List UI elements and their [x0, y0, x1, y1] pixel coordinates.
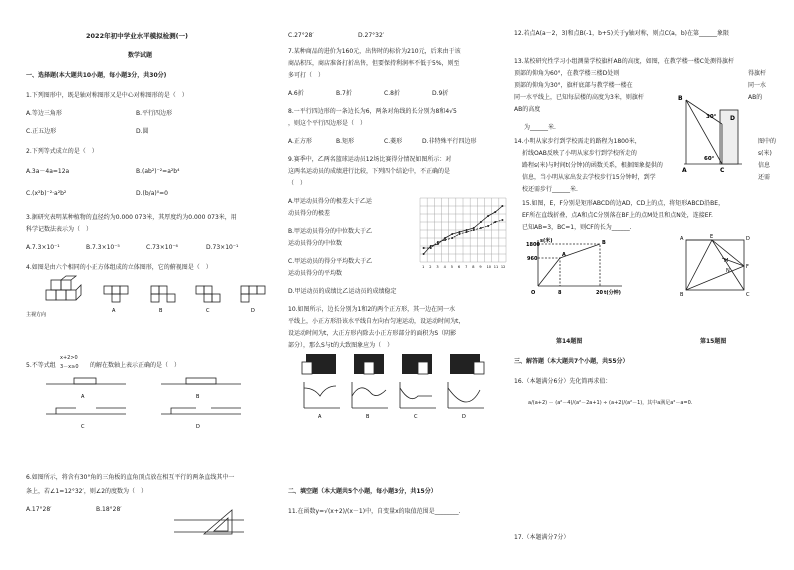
q2-option-b: B.(ab²)⁻²=a²b⁴ [136, 168, 180, 175]
section1-heading: 一、选择题(本大题共10小题，每小题3分，共30分) [26, 72, 167, 79]
q16-text: 16.（本题满分6分）先化简再求值： [514, 378, 612, 385]
q9-option-b2: 运动员得分的中位数 [288, 240, 343, 247]
q14-figure [526, 236, 626, 296]
q5-number-lines [26, 374, 276, 434]
q9-data-point [480, 221, 482, 223]
q3-option-a: A.7.3×10⁻¹ [26, 244, 60, 251]
q9-data-point [501, 219, 503, 221]
q10-figures [298, 352, 498, 422]
q13-line3: 顶部的仰角为30°，旗杆底部与教学楼一楼在 [514, 82, 633, 89]
q4-direction-label: 主视方向 [26, 312, 47, 318]
q9-tick-label: 8 [472, 265, 475, 269]
q4-option-a: A [112, 308, 116, 314]
q1-stem: 1.下列图形中，既是轴对称图形又是中心对称图形的是（ ） [26, 92, 188, 99]
q9-tick-label: 9 [479, 265, 482, 269]
q9-line1: 9.赛季中，乙两名篮球运动员12场比赛得分情况如图所示：对 [288, 156, 452, 163]
q3-line1: 3.据研究表明某种植物的直径约为0.000 073米，其厚度约为0.000 073米，用 [26, 214, 237, 221]
q9-option-a2: 动员得分的极差 [288, 210, 331, 217]
fig15-caption: 第15题图 [700, 338, 727, 345]
q8-option-c: C.菱形 [384, 138, 403, 145]
q13-label-d: D [730, 115, 735, 122]
q9-option-d: D.甲运动员的成绩比乙运动员的成绩稳定 [288, 288, 397, 295]
q13-label-60: 60° [704, 156, 715, 162]
q9-option-b1: B.甲运动员得分的中位数大于乙 [288, 228, 373, 235]
q8-line1: 8.一平行四边形的一条边长为6，两条对角线的长分别为8和4√5 [288, 108, 457, 115]
q16-expression: a/(a+2) － (a²－4)/(a²－2a+1) ÷ (a+2)/(a²－1)，其中a满足a²－a=0. [528, 400, 693, 406]
q1-option-d: D.圆 [136, 128, 149, 135]
q15-label-b: B [680, 292, 684, 298]
section3-heading: 三、解答题（本大题共7个小题，共55分） [514, 358, 629, 365]
fig14-caption: 第14题图 [556, 338, 583, 345]
q14-right3: 信息 [758, 162, 771, 169]
section2-heading: 二、填空题（本大题共5个小题，每小题3分，共15分） [288, 488, 437, 495]
q9-data-point [444, 237, 446, 239]
q9-tick-label: 7 [465, 265, 468, 269]
q9-data-point [437, 241, 439, 243]
q14-line3: 路程s(米)与时间t(分钟)的函数关系，根据图象提供的 [522, 162, 663, 169]
q14-right1: 图中的 [758, 138, 777, 145]
q9-option-c1: C.甲运动员的得分平均数大于乙 [288, 258, 373, 265]
q9-data-point [466, 231, 468, 233]
q5-stem-tail: 的解在数轴上表示正确的是（ ） [90, 362, 181, 369]
q13-right1: 得旗杆 [748, 70, 767, 77]
q6-option-c: C.27°28′ [288, 32, 314, 39]
q9-tick-label: 2 [429, 265, 432, 269]
q13-right3: AB的 [748, 94, 763, 101]
q4-option-b: B [159, 308, 163, 314]
q9-tick-label: 12 [500, 265, 506, 269]
q9-data-point [451, 237, 453, 239]
q10-option-c: C [414, 414, 418, 420]
q7-line1: 7.某种商品的进价为160元，出售时的标价为210元，后来由于该 [288, 48, 461, 55]
q14-right2: s(米) [758, 150, 772, 157]
q9-data-point [487, 225, 489, 227]
q12-text: 12.若点A(a－2，3)和点B(-1，b+5)关于y轴对称，则点C(a，b)在第______象限 [514, 30, 729, 37]
q14-line5: 校还需步行______米. [522, 186, 578, 193]
q9-tick-label: 1 [422, 265, 425, 269]
q9-data-point [451, 233, 453, 235]
q15-label-d: D [746, 236, 750, 242]
q15-label-e: E [710, 234, 714, 240]
q9-data-point [437, 243, 439, 245]
q2-option-c: C.(x²b)⁻²·a²b² [26, 190, 67, 197]
q6-option-b: B.18°28′ [96, 506, 122, 513]
q10-line2: 平线上，小正方形沿该水平线自左向右匀速运动，设运动时间为t， [288, 318, 465, 325]
column-middle [288, 0, 508, 570]
q5-stem: 5.不等式组 [26, 362, 56, 369]
q9-data-point [466, 229, 468, 231]
q9-data-point [444, 239, 446, 241]
q8-option-b: B.矩形 [336, 138, 355, 145]
q9-data-point [430, 245, 432, 247]
q7-line3: 多可打（ ） [288, 72, 325, 79]
q9-option-a1: A.甲运动员得分的极差大于乙运 [288, 198, 372, 205]
q9-data-point [473, 227, 475, 229]
q1-option-c: C.正五边形 [26, 128, 57, 135]
q10-line1: 10.如图所示，边长分别为1和2的两个正方形，其一边在同一水 [288, 306, 456, 313]
page-title: 2022年初中学业水平模拟检测(一) [86, 32, 189, 40]
q7-line2: 商品积压，商店准备打折出售，但要保持利润率不低于5%，则至 [288, 60, 460, 67]
q13-right2: 同一水 [748, 82, 767, 89]
q15-figure [676, 232, 756, 298]
q4-option-d: D [251, 308, 255, 314]
q10-option-a: A [318, 414, 322, 420]
q13-line2: 顶部的仰角为60°，在教学楼三楼D处则 [514, 70, 620, 77]
q10-line4: 部分），那么S与t的大致图象应为（ ） [288, 342, 394, 349]
q9-tick-label: 3 [436, 265, 439, 269]
q8-option-a: A.正方形 [288, 138, 312, 145]
q3-option-d: D.73×10⁻¹ [206, 244, 239, 251]
q2-option-d: D.(b/a)⁰=0 [136, 190, 168, 197]
q14-y1800: 1800 [526, 242, 540, 248]
q5-option-d: D [196, 424, 200, 430]
q14-y960: 960 [527, 256, 538, 262]
q15-label-a: A [680, 236, 684, 242]
q13-line6: 为______米. [524, 124, 556, 131]
q10-option-d: D [462, 414, 466, 420]
q9-data-point [430, 247, 432, 249]
q9-data-point [458, 233, 460, 235]
q15-label-n: N [726, 268, 730, 274]
q7-option-d: D.9折 [432, 90, 449, 97]
q14-right4: 还需 [758, 174, 771, 181]
q13-label-b: B [678, 95, 683, 102]
q3-option-b: B.7.3×10⁻⁵ [86, 244, 120, 251]
q2-option-a: A.3a－4a=12a [26, 168, 70, 175]
q10-option-b: B [366, 414, 370, 420]
q14-line2: 折线OAB反映了小明从家步行到学校所走的 [522, 150, 637, 157]
q5-option-b: B [196, 394, 200, 400]
q9-data-point [480, 227, 482, 229]
q5-system-1: x+2>0 [60, 355, 78, 361]
q9-data-point [423, 247, 425, 249]
q9-data-point [458, 231, 460, 233]
q15-label-m: M [724, 258, 729, 264]
q6-line2: 条上，若∠1=12°32′，则∠2的度数为（ ） [26, 488, 148, 495]
q1-option-a: A.等边三角形 [26, 110, 62, 117]
q14-x20: 20 [596, 290, 603, 296]
q3-line2: 科学记数法表示为（ ） [26, 226, 93, 233]
q14-point-b: B [602, 240, 606, 246]
q5-option-c: C [81, 424, 85, 430]
q7-option-b: B.7折 [336, 90, 352, 97]
page-subtitle: 数学试题 [128, 52, 153, 59]
q9-data-point [494, 221, 496, 223]
q13-figure [676, 70, 746, 174]
column-left [26, 0, 276, 570]
q9-data-point [501, 205, 503, 207]
q14-line4: 信息，当小明从家出发去学校步行15分钟时，到学 [522, 174, 656, 181]
q9-tick-label: 10 [486, 265, 492, 269]
q10-line3: 设运动时间为t，大正方形内除去小正方形部分的面积为S（阴影 [288, 330, 457, 337]
q15-line2: EF所在直线折叠，点A和点C分别落在BF上的点M处且和点N处，连接EF. [522, 212, 713, 219]
q9-data-point [423, 253, 425, 255]
q9-tick-label: 11 [493, 265, 499, 269]
q7-option-a: A.6折 [288, 90, 304, 97]
q6-option-d: D.27°32′ [358, 32, 385, 39]
q8-option-d: D.非特殊平行四边形 [422, 138, 477, 145]
q15-label-c: C [746, 292, 750, 298]
q13-label-30: 30° [706, 114, 717, 120]
q15-line1: 15.如图，E，F分别是矩形ABCD的边AD，CD上的点，将矩形ABCD沿BE， [522, 200, 725, 207]
q9-tick-label: 4 [443, 265, 446, 269]
q14-line1: 14.小明从家步行到学校需走的路程为1800米， [514, 138, 641, 145]
q13-line1: 13.某校研究性学习小组测量学校旗杆AB的高度，如图，在教学楼一楼C处测得旗杆 [514, 58, 734, 65]
q5-option-a: A [81, 394, 85, 400]
q6-option-a: A.17°28′ [26, 506, 52, 513]
q6-line1: 6.如图所示，将含有30°角的三角板的直角顶点放在相互平行的两条直线其中一 [26, 474, 235, 481]
q9-line-chart [418, 196, 508, 272]
q3-option-c: C.73×10⁻⁶ [146, 244, 178, 251]
q9-option-c2: 运动员得分的平均数 [288, 270, 343, 277]
q9-line2: 这两名运动员的成绩进行比较，下列四个结论中，不正确的是 [288, 168, 451, 175]
q14-point-a: A [562, 252, 566, 258]
q13-label-a: A [682, 167, 687, 174]
q14-axis-x: t(分钟) [604, 290, 621, 296]
q9-data-point [494, 211, 496, 213]
q13-label-c: C [720, 167, 725, 174]
column-right [514, 0, 780, 570]
q4-figure [26, 276, 276, 320]
q14-axis-y: s(米) [540, 238, 553, 244]
q9-line3: （ ） [288, 180, 307, 187]
q4-option-c: C [206, 308, 210, 314]
q4-stem: 4.如图是由六个相同的小正方体组成的立体图形，它的俯视图是（ ） [26, 264, 212, 271]
q7-option-c: C.8折 [384, 90, 400, 97]
q13-line4: 同一水平线上，已知每层楼的高度为3米，则旗杆 [514, 94, 644, 101]
q9-data-point [473, 229, 475, 231]
q2-stem: 2.下列等式成立的是（ ） [26, 148, 98, 155]
q8-line2: ，则这个平行四边形是（ ） [288, 120, 367, 127]
q5-system-2: 3－x≥0 [60, 364, 79, 370]
q9-tick-label: 6 [457, 265, 461, 269]
q14-x8: 8 [558, 290, 562, 296]
q9-data-point [487, 215, 489, 217]
q17-text: 17.（本题满分7分） [514, 534, 570, 541]
q6-figure [174, 510, 264, 540]
q13-line5: AB的高度 [514, 106, 541, 113]
q14-origin: O [531, 290, 536, 296]
q1-option-b: B.平行四边形 [136, 110, 173, 117]
q15-line3: 已知AB=3，BC=1，则CF的长为______. [522, 224, 632, 231]
q15-label-f: F [746, 264, 749, 270]
q9-tick-label: 5 [450, 265, 453, 269]
q11-text: 11.在函数y=√(x+2)/(x－1)中，自变量x的取值范围是________. [288, 508, 461, 515]
